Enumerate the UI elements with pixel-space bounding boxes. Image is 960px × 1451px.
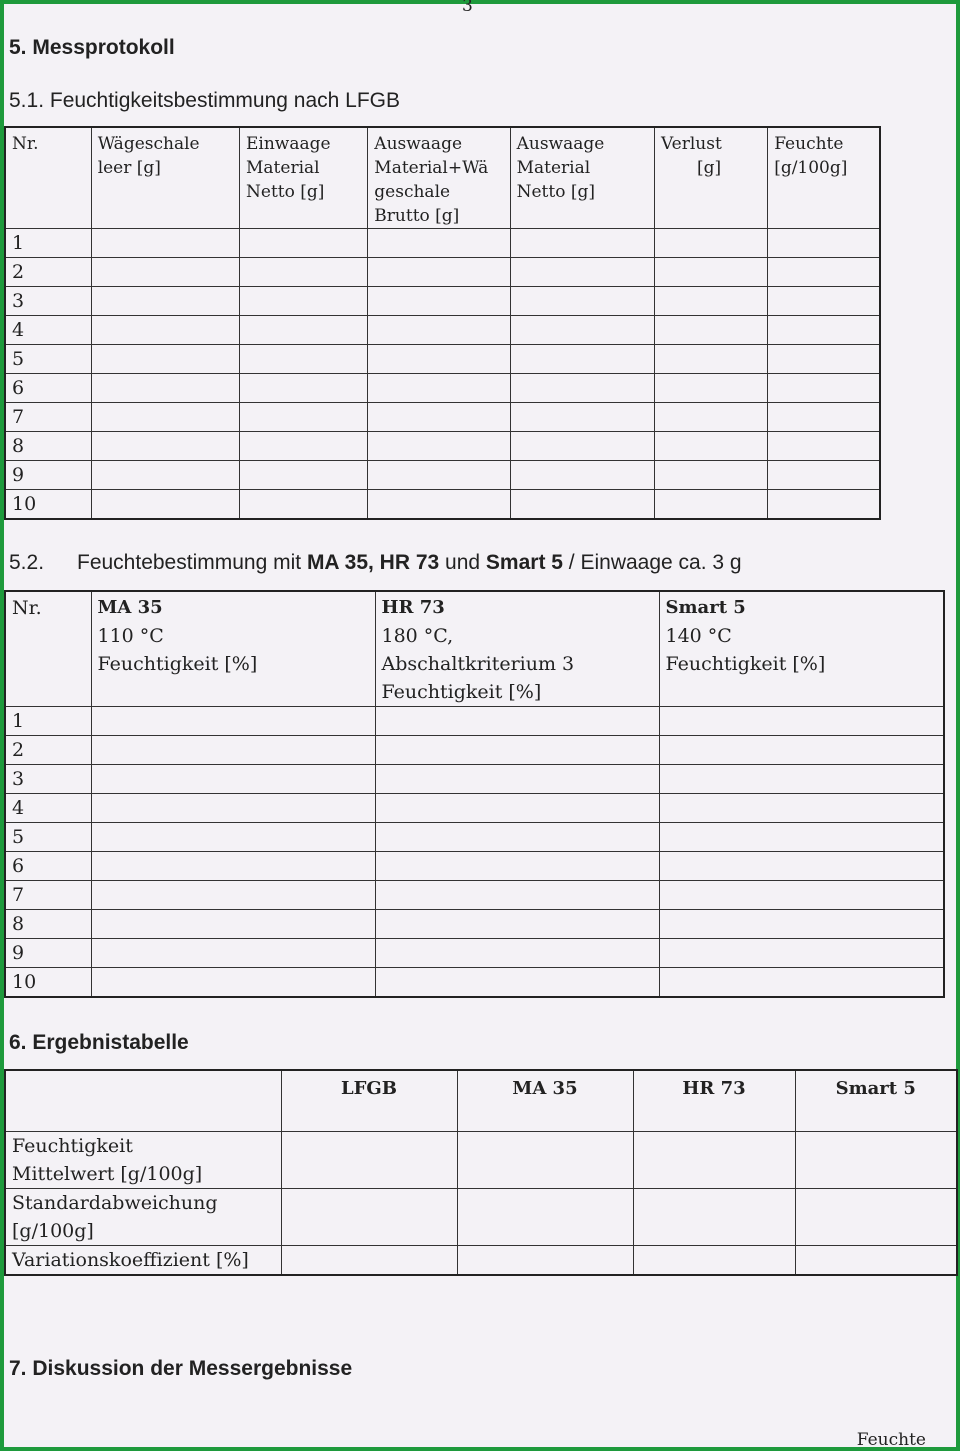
empty-cell — [768, 461, 880, 490]
table-row — [5, 258, 880, 287]
empty-cell — [240, 258, 368, 287]
empty-cell — [91, 823, 375, 852]
empty-cell — [281, 1189, 457, 1246]
empty-cell — [457, 1246, 633, 1276]
empty-cell — [659, 707, 944, 736]
empty-cell — [240, 287, 368, 316]
empty-cell — [659, 765, 944, 794]
section-5-title: 5. Messprotokoll — [9, 36, 175, 59]
empty-cell — [510, 258, 654, 287]
row-label — [5, 1189, 281, 1246]
empty-cell — [768, 316, 880, 345]
empty-cell — [768, 432, 880, 461]
section-6-title: 6. Ergebnistabelle — [9, 1031, 189, 1054]
row-number: 2 — [5, 736, 91, 765]
header-line: Feuchtigkeit [%] — [97, 653, 258, 675]
row-number: 5 — [5, 823, 91, 852]
header-title: HR 73 — [381, 597, 445, 618]
table-row — [5, 968, 944, 998]
header-cell: LFGB — [281, 1070, 457, 1132]
header-line: Material — [516, 158, 591, 178]
table-row — [5, 287, 880, 316]
label-line: [g/100g] — [12, 1220, 94, 1242]
table-row — [5, 403, 880, 432]
empty-cell — [795, 1189, 957, 1246]
empty-cell — [368, 461, 510, 490]
header-line: Wägeschale — [97, 134, 200, 154]
empty-cell — [654, 258, 767, 287]
row-number: 2 — [5, 258, 91, 287]
row-number: 10 — [5, 968, 91, 998]
table-header-row — [5, 591, 944, 707]
table-row — [5, 432, 880, 461]
empty-cell — [795, 1132, 957, 1189]
label-line: Standardabweichung — [12, 1192, 218, 1214]
label-line: Variationskoeffizient [%] — [12, 1249, 249, 1271]
empty-cell — [91, 316, 239, 345]
header-cell: HR 73 — [633, 1070, 795, 1132]
empty-cell — [510, 461, 654, 490]
row-number: 1 — [5, 229, 91, 258]
empty-cell — [240, 432, 368, 461]
empty-cell — [457, 1132, 633, 1189]
empty-cell — [375, 736, 659, 765]
row-number: 8 — [5, 910, 91, 939]
empty-cell — [375, 881, 659, 910]
empty-cell — [654, 287, 767, 316]
row-label — [5, 1246, 281, 1276]
empty-cell — [768, 345, 880, 374]
empty-cell — [281, 1246, 457, 1276]
empty-cell — [91, 374, 239, 403]
empty-cell — [368, 374, 510, 403]
empty-cell — [659, 939, 944, 968]
page-number: 3 — [462, 0, 473, 16]
title-part: Feuchtebestimmung mit — [77, 551, 307, 574]
table-row — [5, 939, 944, 968]
table-header-row — [5, 127, 880, 229]
table-row — [5, 345, 880, 374]
header-line: [g/100g] — [774, 158, 848, 178]
title-bold-part: Smart 5 — [485, 551, 563, 574]
header-cell: MA 35 — [457, 1070, 633, 1132]
empty-cell — [91, 794, 375, 823]
empty-cell — [368, 490, 510, 520]
header-line: Einwaage — [246, 134, 331, 154]
device-measurement-table — [4, 590, 945, 998]
empty-cell — [375, 939, 659, 968]
empty-cell — [91, 490, 239, 520]
empty-cell — [654, 432, 767, 461]
header-title: Nr. — [12, 597, 42, 619]
empty-cell — [368, 258, 510, 287]
empty-cell — [654, 403, 767, 432]
section-number: 5.2. — [9, 551, 45, 574]
header-line: Netto [g] — [246, 182, 325, 202]
empty-cell — [654, 229, 767, 258]
empty-cell — [375, 968, 659, 998]
table-row — [5, 1246, 957, 1276]
row-number: 3 — [5, 287, 91, 316]
header-cell — [5, 591, 91, 707]
empty-cell — [510, 287, 654, 316]
empty-cell — [654, 316, 767, 345]
empty-cell — [768, 229, 880, 258]
empty-cell — [768, 490, 880, 520]
header-line: Abschaltkriterium 3 — [381, 653, 575, 675]
empty-cell — [240, 374, 368, 403]
header-line: Brutto [g] — [374, 206, 460, 226]
header-line: leer [g] — [97, 158, 161, 178]
empty-cell — [768, 258, 880, 287]
table-row — [5, 316, 880, 345]
row-label — [5, 1132, 281, 1189]
empty-cell — [368, 403, 510, 432]
header-line: Feuchtigkeit [%] — [665, 653, 826, 675]
empty-cell — [659, 852, 944, 881]
header-line: Verlust — [660, 134, 722, 154]
empty-cell — [633, 1246, 795, 1276]
empty-cell — [91, 881, 375, 910]
header-line: Material+Wä — [374, 158, 489, 178]
empty-cell — [368, 345, 510, 374]
row-number: 9 — [5, 461, 91, 490]
empty-cell — [510, 432, 654, 461]
empty-cell — [368, 432, 510, 461]
footer-fragment: Feuchte — [856, 1430, 926, 1450]
header-line: Feuchtigkeit [%] — [381, 681, 542, 703]
row-number: 7 — [5, 881, 91, 910]
header-cell — [240, 127, 368, 229]
empty-cell — [768, 374, 880, 403]
table-row — [5, 229, 880, 258]
empty-cell — [654, 374, 767, 403]
header-line: Netto [g] — [516, 182, 595, 202]
empty-cell — [368, 287, 510, 316]
empty-cell — [659, 794, 944, 823]
section-7-title: 7. Diskussion der Messergebnisse — [9, 1357, 353, 1380]
empty-cell — [375, 707, 659, 736]
row-number: 10 — [5, 490, 91, 520]
empty-cell — [654, 490, 767, 520]
empty-cell — [375, 794, 659, 823]
empty-cell — [91, 852, 375, 881]
title-part: und — [439, 551, 486, 574]
header-cell: Smart 5 — [795, 1070, 957, 1132]
empty-cell — [659, 823, 944, 852]
header-cell — [510, 127, 654, 229]
empty-cell — [633, 1132, 795, 1189]
row-number: 7 — [5, 403, 91, 432]
table-row — [5, 910, 944, 939]
empty-cell — [659, 968, 944, 998]
empty-cell — [510, 316, 654, 345]
empty-cell — [91, 287, 239, 316]
empty-cell — [375, 765, 659, 794]
header-line: Feuchte — [774, 134, 844, 154]
table-row — [5, 461, 880, 490]
title-part: / Einwaage ca. 3 g — [562, 551, 742, 574]
row-number: 5 — [5, 345, 91, 374]
label-line: Mittelwert [g/100g] — [12, 1163, 203, 1185]
header-cell — [375, 591, 659, 707]
table-row — [5, 794, 944, 823]
section-5-1-title: 5.1. Feuchtigkeitsbestimmung nach LFGB — [9, 89, 401, 112]
row-number: 9 — [5, 939, 91, 968]
empty-cell — [633, 1189, 795, 1246]
header-line: geschale — [374, 182, 451, 202]
empty-cell — [375, 852, 659, 881]
table-row — [5, 881, 944, 910]
empty-cell — [240, 490, 368, 520]
empty-cell — [795, 1246, 957, 1276]
row-number: 4 — [5, 316, 91, 345]
empty-cell — [510, 374, 654, 403]
table-row — [5, 852, 944, 881]
header-line: [g] — [696, 158, 722, 178]
empty-cell — [91, 403, 239, 432]
empty-cell — [457, 1189, 633, 1246]
empty-cell — [768, 287, 880, 316]
empty-cell — [240, 461, 368, 490]
header-cell — [5, 1070, 281, 1132]
empty-cell — [368, 316, 510, 345]
empty-cell — [654, 461, 767, 490]
table-row — [5, 736, 944, 765]
empty-cell — [659, 881, 944, 910]
empty-cell — [510, 345, 654, 374]
row-number: 8 — [5, 432, 91, 461]
empty-cell — [654, 345, 767, 374]
header-title: MA 35 — [97, 597, 163, 618]
table-header-row — [5, 1070, 957, 1132]
empty-cell — [510, 490, 654, 520]
lfgb-measurement-table — [4, 126, 881, 520]
empty-cell — [659, 910, 944, 939]
header-title: Smart 5 — [665, 597, 746, 618]
row-number: 6 — [5, 852, 91, 881]
header-cell — [368, 127, 510, 229]
table-row — [5, 707, 944, 736]
empty-cell — [91, 968, 375, 998]
header-line: 110 °C — [97, 625, 164, 647]
header-line: 140 °C — [665, 625, 732, 647]
header-line: 180 °C, — [381, 625, 454, 647]
empty-cell — [375, 823, 659, 852]
header-cell — [768, 127, 880, 229]
table-row — [5, 1132, 957, 1189]
section-5-2-title — [9, 551, 742, 575]
header-cell — [91, 591, 375, 707]
empty-cell — [240, 403, 368, 432]
empty-cell — [375, 910, 659, 939]
empty-cell — [91, 765, 375, 794]
row-number: 4 — [5, 794, 91, 823]
results-table — [4, 1069, 958, 1276]
table-row — [5, 823, 944, 852]
empty-cell — [91, 461, 239, 490]
empty-cell — [368, 229, 510, 258]
row-number: 3 — [5, 765, 91, 794]
row-number: 6 — [5, 374, 91, 403]
empty-cell — [240, 316, 368, 345]
header-line: Auswaage — [374, 134, 463, 154]
empty-cell — [240, 229, 368, 258]
table-row — [5, 490, 880, 520]
empty-cell — [91, 939, 375, 968]
header-cell — [5, 127, 91, 229]
empty-cell — [91, 707, 375, 736]
title-bold-part: MA 35, HR 73 — [306, 551, 440, 574]
empty-cell — [768, 403, 880, 432]
header-line: Nr. — [12, 134, 39, 154]
empty-cell — [240, 345, 368, 374]
empty-cell — [91, 736, 375, 765]
table-row — [5, 1189, 957, 1246]
row-number: 1 — [5, 707, 91, 736]
table-row — [5, 765, 944, 794]
empty-cell — [91, 910, 375, 939]
empty-cell — [91, 258, 239, 287]
header-line: Material — [246, 158, 320, 178]
table-row — [5, 374, 880, 403]
header-line: Auswaage — [516, 134, 605, 154]
empty-cell — [659, 736, 944, 765]
empty-cell — [281, 1132, 457, 1189]
header-cell — [91, 127, 239, 229]
header-cell — [659, 591, 944, 707]
label-line: Feuchtigkeit — [12, 1135, 133, 1157]
empty-cell — [510, 229, 654, 258]
empty-cell — [91, 345, 239, 374]
header-cell — [654, 127, 767, 229]
empty-cell — [91, 432, 239, 461]
empty-cell — [510, 403, 654, 432]
empty-cell — [91, 229, 239, 258]
